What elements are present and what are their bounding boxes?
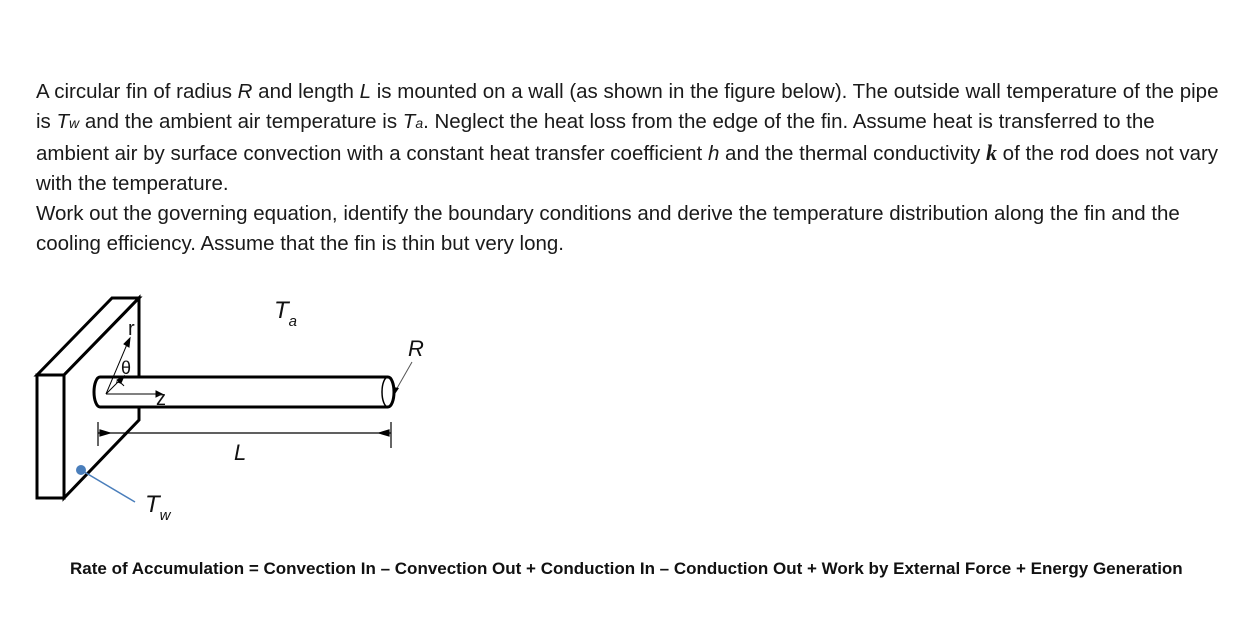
theta-label: θ — [121, 358, 132, 378]
R-label: R — [408, 336, 424, 361]
var-h: h — [707, 142, 720, 165]
z-label: z — [156, 388, 166, 410]
problem-paragraph-2: Work out the governing equation, identify the boundary conditions and derive the temperature distribution along the fin and the cooling efficiency. Assume that the fin is thin but very long. — [36, 202, 1180, 255]
fin-rod — [94, 377, 394, 407]
var-Ta: T — [402, 110, 416, 133]
fin-figure — [20, 280, 460, 530]
R-leader — [393, 362, 412, 394]
Tw-label: $T_w$ — [145, 491, 171, 524]
var-Tw: T — [56, 110, 70, 133]
var-k: k — [985, 140, 997, 165]
problem-statement — [36, 77, 1231, 259]
Tw-leader — [76, 465, 135, 502]
var-Ta-subscript: a — [415, 115, 424, 131]
Ta-label: $T_a$ — [274, 297, 298, 330]
problem-paragraph-1: A circular fin of radius R and length L is mounted on a wall (as shown in the figure below). The outside wall temperature of the pipe is Tw and the ambient air temperature is Ta. Neglect the heat loss from the edge of the fin. Assume heat is transferred to the ambient air by surface convection with a constant heat transfer coefficient h and the thermal conductivity k of the rod does not vary with the temperature. — [36, 80, 1219, 195]
fin-diagram — [20, 280, 460, 530]
var-Tw-subscript: w — [69, 115, 80, 131]
L-label: L — [234, 440, 247, 465]
var-R: R — [237, 80, 253, 103]
var-L: L — [359, 80, 372, 103]
r-label: r — [128, 318, 135, 340]
energy-balance-equation: Rate of Accumulation = Convection In – Convection Out + Conduction In – Conduction Out + Work by External Force + Energy Generation — [70, 559, 1183, 578]
